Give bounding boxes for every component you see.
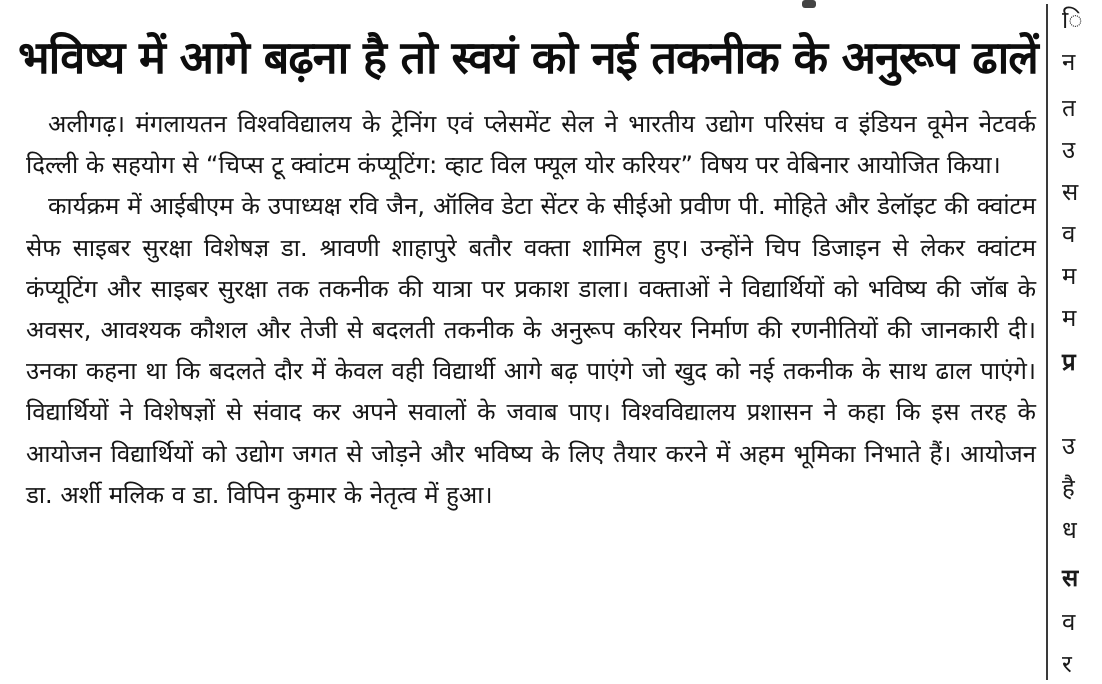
adjacent-column-fragment: म xyxy=(1062,304,1077,332)
adjacent-column-fragment: ि xyxy=(1062,6,1083,34)
adjacent-column-fragment: उ xyxy=(1062,136,1076,164)
article-body xyxy=(26,104,1036,516)
page-edge-mark xyxy=(802,0,816,8)
adjacent-column-fragment: त xyxy=(1062,94,1076,122)
adjacent-column-fragment: स xyxy=(1062,178,1079,206)
adjacent-column-fragment: व xyxy=(1062,220,1076,248)
adjacent-column-fragment: स xyxy=(1062,564,1079,592)
article-headline: भविष्य में आगे बढ़ना है तो स्वयं को नई तकनीक के अनुरूप ढालें xyxy=(18,31,1038,84)
adjacent-column-fragment: न xyxy=(1062,48,1076,76)
column-divider xyxy=(1046,4,1048,680)
adjacent-column-fragment: व xyxy=(1062,608,1076,636)
article-paragraph-intro: अलीगढ़। मंगलायतन विश्वविद्यालय के ट्रेनिंग एवं प्लेसमेंट सेल ने भारतीय उद्योग परिसंघ व इंडियन वूमेन नेटवर्क दिल्ली के सहयोग से “चिप्स टू क्वांटम कंप्यूटिंग: व्हाट विल फ्यूल योर करियर” विषय पर वेबिनार आयोजित किया। xyxy=(26,110,1036,180)
adjacent-column-fragment: उ xyxy=(1062,432,1076,460)
article-paragraph-main: कार्यक्रम में आईबीएम के उपाध्यक्ष रवि जैन, ऑलिव डेटा सेंटर के सीईओ प्रवीण पी. मोहिते और डेलॉइट की क्वांटम सेफ साइबर सुरक्षा विशेषज्ञ डा. श्रावणी शाहापुरे बतौर वक्ता शामिल हुए। उन्होंने चिप डिजाइन से लेकर क्वांटम कंप्यूटिंग और साइबर सुरक्षा तक तकनीक की यात्रा पर प्रकाश डाला। वक्ताओं ने विद्यार्थियों को भविष्य की जॉब के अवसर, आवश्यक कौशल और तेजी से बदलती तकनीक के अनुरूप करियर निर्माण की रणनीतियों की जानकारी दी। उनका कहना था कि बदलते दौर में केवल वही विद्यार्थी आगे बढ़ पाएंगे जो खुद को नई तकनीक के साथ ढाल पाएंगे। विद्यार्थियों ने विशेषज्ञों से संवाद कर अपने सवालों के जवाब पाए। विश्वविद्यालय प्रशासन ने कहा कि इस तरह के आयोजन विद्यार्थियों को उद्योग जगत से जोड़ने और भविष्य के लिए तैयार करने में अहम भूमिका निभाते हैं। आयोजन डा. अर्शी मलिक व डा. विपिन कुमार के नेतृत्व में हुआ। xyxy=(26,192,1036,509)
adjacent-column-fragment: प्र xyxy=(1062,348,1076,376)
adjacent-column-fragment: है xyxy=(1062,474,1075,502)
adjacent-column-fragment: र xyxy=(1062,650,1072,678)
adjacent-column-fragment: ध xyxy=(1062,516,1077,544)
adjacent-column-fragment: म xyxy=(1062,262,1077,290)
